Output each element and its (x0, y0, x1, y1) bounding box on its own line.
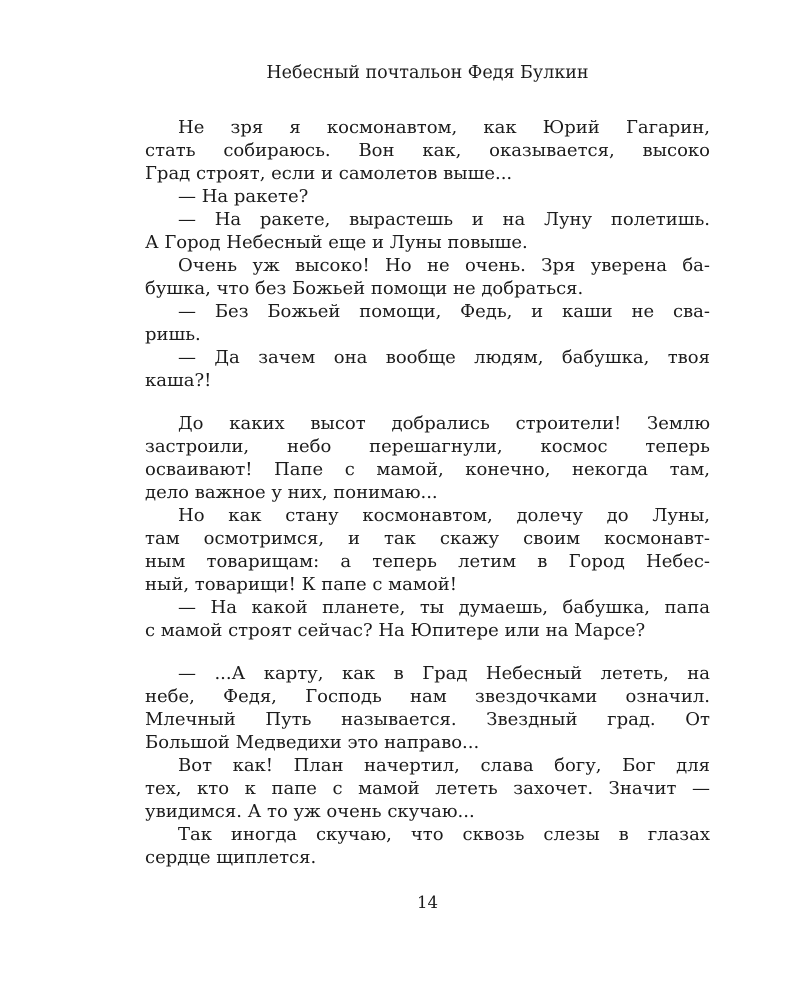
paragraph (145, 504, 710, 596)
text-line: А Город Небесный еще и Луны повыше. (145, 232, 528, 253)
paragraph (145, 754, 710, 823)
text-line: Очень уж высоко! Но не очень. Зря уверена ба- (178, 255, 710, 276)
paragraph (145, 254, 710, 300)
paragraph (145, 300, 710, 346)
paragraph (145, 596, 710, 642)
text-body (145, 116, 710, 869)
text-line: Не зря я космонавтом, как Юрий Гагарин, (178, 117, 710, 138)
page-header: Небесный почтальон Федя Булкин (266, 63, 589, 83)
text-section (145, 412, 710, 642)
paragraph (145, 116, 710, 185)
text-line: — На какой планете, ты думаешь, бабушка, папа (178, 597, 710, 618)
text-line: — Да зачем она вообще людям, бабушка, твоя (178, 347, 710, 368)
paragraph (145, 823, 710, 869)
text-line: увидимся. А то уж очень скучаю... (145, 801, 475, 822)
text-line: тех, кто к папе с мамой лететь захочет. Значит — (145, 778, 710, 799)
text-line: осваивают! Папе с мамой, конечно, некогда там, (145, 459, 710, 480)
text-line: каша?! (145, 370, 212, 391)
paragraph (145, 185, 710, 208)
text-line: бушка, что без Божьей помощи не добраться. (145, 278, 584, 299)
page-number: 14 (417, 893, 438, 912)
text-line: ришь. (145, 324, 201, 345)
text-line: Но как стану космонавтом, долечу до Луны, (178, 505, 710, 526)
text-line: До каких высот добрались строители! Землю (178, 413, 710, 434)
text-line: дело важное у них, понимаю... (145, 482, 438, 503)
text-line: — На ракете, вырастешь и на Луну полетишь. (178, 209, 710, 230)
text-line: ным товарищам: а теперь летим в Город Небес- (145, 551, 710, 572)
text-line: там осмотримся, и так скажу своим космонавт- (145, 528, 710, 549)
text-line: Млечный Путь называется. Звездный град. От (145, 709, 710, 730)
text-line: Вот как! План начертил, слава богу, Бог для (178, 755, 710, 776)
paragraph (145, 346, 710, 392)
text-line: — На ракете? (178, 186, 309, 207)
text-section (145, 662, 710, 869)
text-line: с мамой строят сейчас? На Юпитере или на Марсе? (145, 620, 646, 641)
text-line: — ...А карту, как в Град Небесный лететь, на (178, 663, 710, 684)
text-line: — Без Божьей помощи, Федь, и каши не сва- (178, 301, 710, 322)
paragraph (145, 412, 710, 504)
text-line: сердце щиплется. (145, 847, 317, 868)
text-line: Так иногда скучаю, что сквозь слезы в глазах (178, 824, 710, 845)
text-line: застроили, небо перешагнули, космос теперь (145, 436, 710, 457)
text-line: небе, Федя, Господь нам звездочками означил. (145, 686, 710, 707)
text-section (145, 116, 710, 392)
paragraph (145, 662, 710, 754)
paragraph (145, 208, 710, 254)
text-line: Град строят, если и самолетов выше... (145, 163, 513, 184)
text-line: ный, товарищи! К папе с мамой! (145, 574, 457, 595)
text-line: стать собираюсь. Вон как, оказывается, высоко (145, 140, 710, 161)
text-line: Большой Медведихи это направо... (145, 732, 480, 753)
